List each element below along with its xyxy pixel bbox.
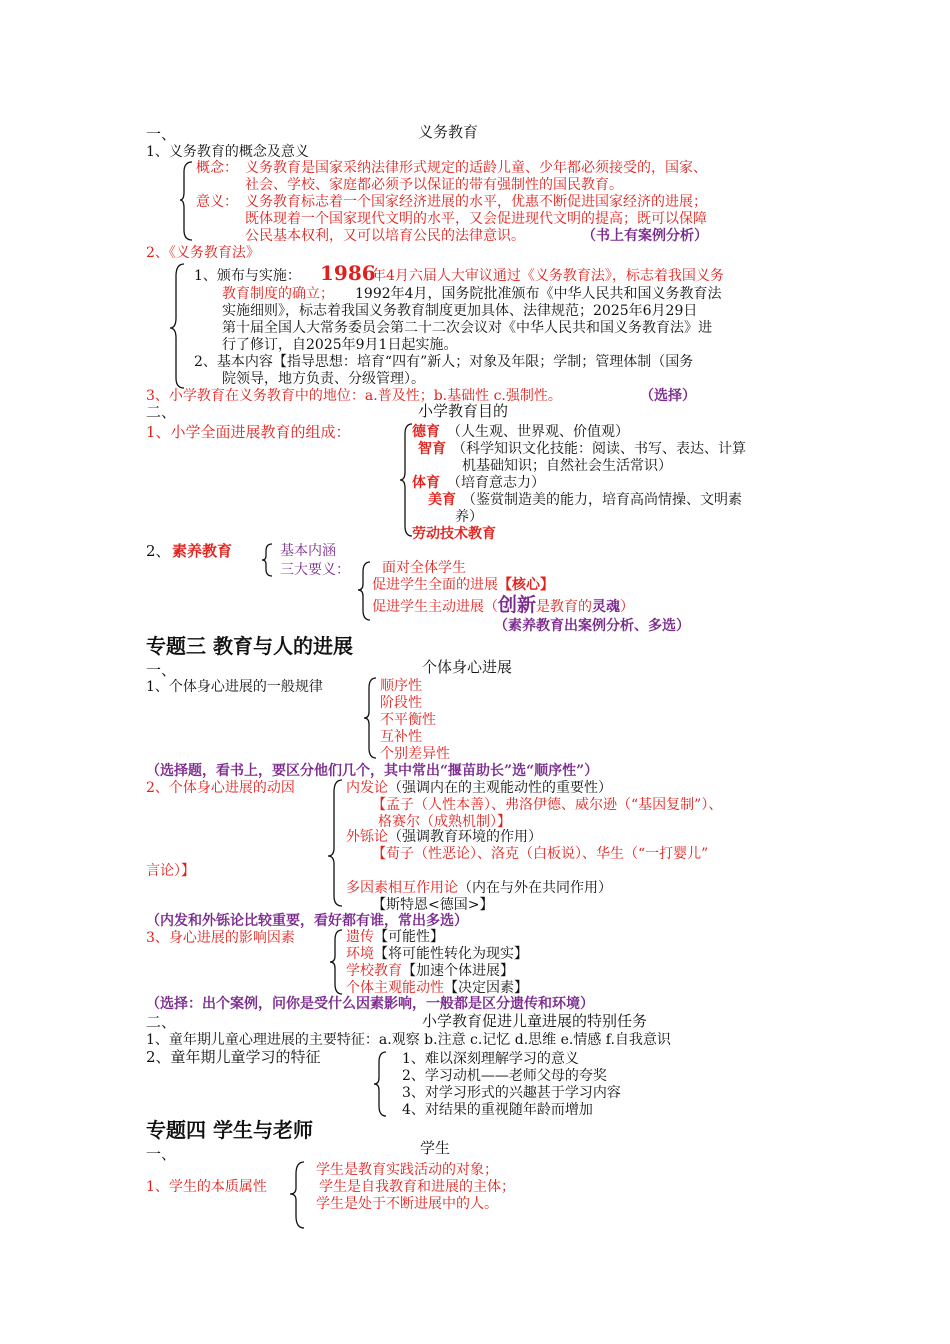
section-title: 学生	[420, 1139, 451, 1157]
student-attribute: 学生是处于不断进展中的人。	[316, 1196, 498, 1212]
brace	[180, 160, 194, 242]
section-title: 小学教育促进儿童进展的特别任务	[422, 1012, 648, 1030]
innovation-word: 创新	[498, 594, 537, 616]
theory-people: 【孟子（人性本善）、弗洛伊德、威尔逊（“基因复制”）、	[372, 797, 723, 813]
brace	[330, 928, 344, 996]
moral-desc: （人生观、世界观、价值观）	[447, 424, 629, 440]
basic-meaning: 基本内涵	[280, 543, 336, 559]
point-heading: 2、《义务教育法》	[146, 245, 260, 261]
point-heading: 1、义务教育的概念及意义	[146, 144, 309, 160]
section-number: 二、	[146, 1013, 177, 1031]
factor-item	[346, 929, 444, 946]
point-heading: 3、身心进展的影响因素	[146, 930, 295, 946]
quality-education: 素养教育	[172, 542, 233, 560]
law-text: 第十届全国人大常务委员会第二十二次会议对《中华人民共和国义务教育法》进	[222, 320, 712, 336]
law-list-item: 顺序性	[380, 678, 422, 694]
section-number: 一、	[146, 1145, 177, 1163]
factor-name: 学校教育	[346, 963, 402, 979]
intel-desc: 机基础知识；自然社会生活常识）	[462, 458, 672, 474]
core-tag: 【核心】	[498, 577, 554, 593]
meaning-text: 既体现着一个国家现代文明的水平，又会促进现代文明的提高；既可以保障	[245, 211, 707, 227]
meaning-label: 意义：	[196, 194, 238, 210]
law-text: 年4月六届人大审议通过《义务教育法》，标志着我国义务	[372, 268, 724, 284]
three-essentials: 三大要义：	[280, 562, 350, 578]
law-list-item: 互补性	[380, 729, 422, 745]
essential-text: 促进学生主动进展（	[372, 599, 498, 615]
concept-text: 义务教育是国家采纳法律形式规定的适龄儿童、少年都必须接受的，国家、	[245, 160, 707, 176]
point-heading: 2、	[146, 542, 171, 560]
point-heading	[146, 424, 351, 441]
section-title: 义务教育	[418, 123, 479, 141]
factor-name: 个体主观能动性	[346, 980, 444, 996]
moral-education: 德育	[412, 424, 440, 440]
exam-note: （书上有案例分析）	[582, 228, 708, 244]
aes-desc: （鉴赏制造美的能力，培育高尚情操、文明素	[462, 492, 742, 508]
aesthetic-education: 美育	[428, 492, 456, 508]
point-heading-text: 1、小学全面进展教育的组成：	[146, 423, 351, 441]
concept-label: 概念：	[196, 160, 238, 176]
section-title: 个体身心进展	[422, 658, 513, 676]
meaning-text: 义务教育标志着一个国家经济进展的水平，优惠不断促进国家经济的进展；	[245, 194, 707, 210]
essential-text: 是教育的	[536, 599, 593, 615]
point-heading: 1、个体身心进展的一般规律	[146, 679, 323, 695]
aes-desc: 养）	[455, 509, 483, 525]
theory-people: 【荀子（性恶论）、洛克（白板说）、华生（“一打婴儿”	[372, 846, 709, 862]
brace	[262, 542, 274, 578]
law-list-item: 阶段性	[380, 695, 422, 711]
essential-item	[372, 594, 635, 616]
theory-line	[346, 829, 542, 846]
law-text: 1992年4月，国务院批准颁布《中华人民共和国义务教育法	[355, 286, 722, 302]
law-item: 1、颁布与实施：	[194, 268, 301, 284]
essential-item	[372, 577, 554, 594]
theory-people: 【斯特恩<德国>】	[372, 897, 494, 913]
soul-word: 灵魂	[592, 599, 621, 615]
student-attribute: 学生是自我教育和进展的主体；	[319, 1179, 515, 1195]
exam-note: （素养教育出案例分析、多选）	[494, 618, 690, 634]
factor-item	[346, 980, 528, 997]
exam-note: （选择题，看书上，要区分他们几个，其中常出“揠苗助长”选“顺序性”）	[146, 763, 599, 779]
exam-note: （选择：出个案例，问你是受什么因素影响，一般都是区分遗传和环境）	[146, 996, 594, 1012]
multi-theory: 多因素相互作用论	[346, 880, 458, 896]
learning-feature: 3、对学习形式的兴趣甚于学习内容	[402, 1085, 621, 1101]
factor-name: 环境	[346, 946, 374, 962]
intel-desc: （科学知识文化技能：阅读、书写、表达、计算	[452, 441, 746, 457]
point-heading: 3、小学教育在义务教育中的地位：a.普及性；b.基础性 c.强制性。	[146, 388, 562, 404]
law-text: 院领导，地方负责、分级管理）。	[222, 371, 425, 387]
brace	[358, 560, 372, 622]
section-title: 小学教育目的	[418, 402, 509, 420]
physical-education: 体育	[412, 475, 440, 491]
law-text: 实施细则》，标志着我国义务教育制度更加具体、法律规范；2025年6月29日	[222, 303, 698, 319]
brace	[170, 262, 186, 390]
theory-desc: （强调教育环境的作用）	[388, 829, 542, 845]
section-number: 一、	[146, 125, 177, 143]
theory-desc: （内在与外在共同作用）	[458, 880, 612, 896]
theory-line	[346, 780, 612, 797]
brace	[374, 1050, 388, 1118]
learning-feature: 4、对结果的重视随年龄而增加	[402, 1102, 593, 1118]
point-heading: 1、学生的本质属性	[146, 1179, 267, 1195]
law-text: 教育制度的确立；	[222, 286, 334, 302]
exam-note: （选择）	[640, 388, 696, 404]
essential-item: 面对全体学生	[382, 560, 466, 576]
section-number: 二、	[146, 403, 177, 421]
outer-theory: 外铄论	[346, 829, 388, 845]
theory-people: 格赛尔（成熟机制）】	[378, 814, 511, 830]
theory-line	[346, 880, 612, 897]
concept-text: 社会、学校、家庭都必须予以保证的带有强制性的国民教育。	[245, 177, 623, 193]
phys-desc: （培育意志力）	[447, 475, 545, 491]
factor-role: 【可能性】	[374, 929, 444, 945]
section-number: 一、	[146, 661, 177, 679]
law-list-item: 不平衡性	[380, 712, 436, 728]
theory-desc: （强调内在的主观能动性的重要性）	[388, 780, 612, 796]
factor-role: 【加速个体进展】	[402, 963, 514, 979]
learning-feature: 2、学习动机——老师父母的夸奖	[402, 1068, 607, 1084]
meaning-text: 公民基本权利，又可以培育公民的法律意识。	[245, 228, 525, 244]
exam-note: （内发和外铄论比较重要，看好都有谁，常出多选）	[146, 913, 468, 929]
law-text: 行了修订，自2025年9月1日起实施。	[222, 337, 458, 353]
topic-title: 专题四 学生与老师	[146, 1118, 313, 1142]
point-heading: 2、个体身心进展的动因	[146, 780, 295, 796]
learning-feature: 1、难以深刻理解学习的意义	[402, 1051, 579, 1067]
factor-item	[346, 963, 514, 980]
labor-education: 劳动技术教育	[412, 526, 496, 542]
brace	[290, 1160, 306, 1230]
brace	[328, 778, 344, 910]
theory-people: 言论）】	[146, 863, 195, 879]
essential-text: ）	[620, 599, 635, 615]
topic-title: 专题三 教育与人的进展	[146, 634, 353, 658]
inner-theory: 内发论	[346, 780, 388, 796]
factor-role: 【决定因素】	[444, 980, 528, 996]
student-attribute: 学生是教育实践活动的对象；	[316, 1162, 498, 1178]
law-list-item: 个别差异性	[380, 746, 450, 762]
point-heading: 2、童年期儿童学习的特征	[146, 1048, 321, 1066]
factor-role: 【将可能性转化为现实】	[374, 946, 528, 962]
law-year: 1986	[320, 261, 376, 285]
factor-name: 遗传	[346, 929, 374, 945]
point-heading: 1、童年期儿童心理进展的主要特征：a.观察 b.注意 c.记忆 d.思维 e.情感 f.自我意识	[146, 1032, 671, 1048]
essential-text: 促进学生全面的进展	[372, 577, 498, 593]
law-item: 2、基本内容【指导思想：培育“四有”新人；对象及年限；学制；管理体制（国务	[194, 354, 694, 370]
intellectual-education: 智育	[418, 441, 446, 457]
brace	[364, 676, 378, 762]
factor-item	[346, 946, 528, 963]
